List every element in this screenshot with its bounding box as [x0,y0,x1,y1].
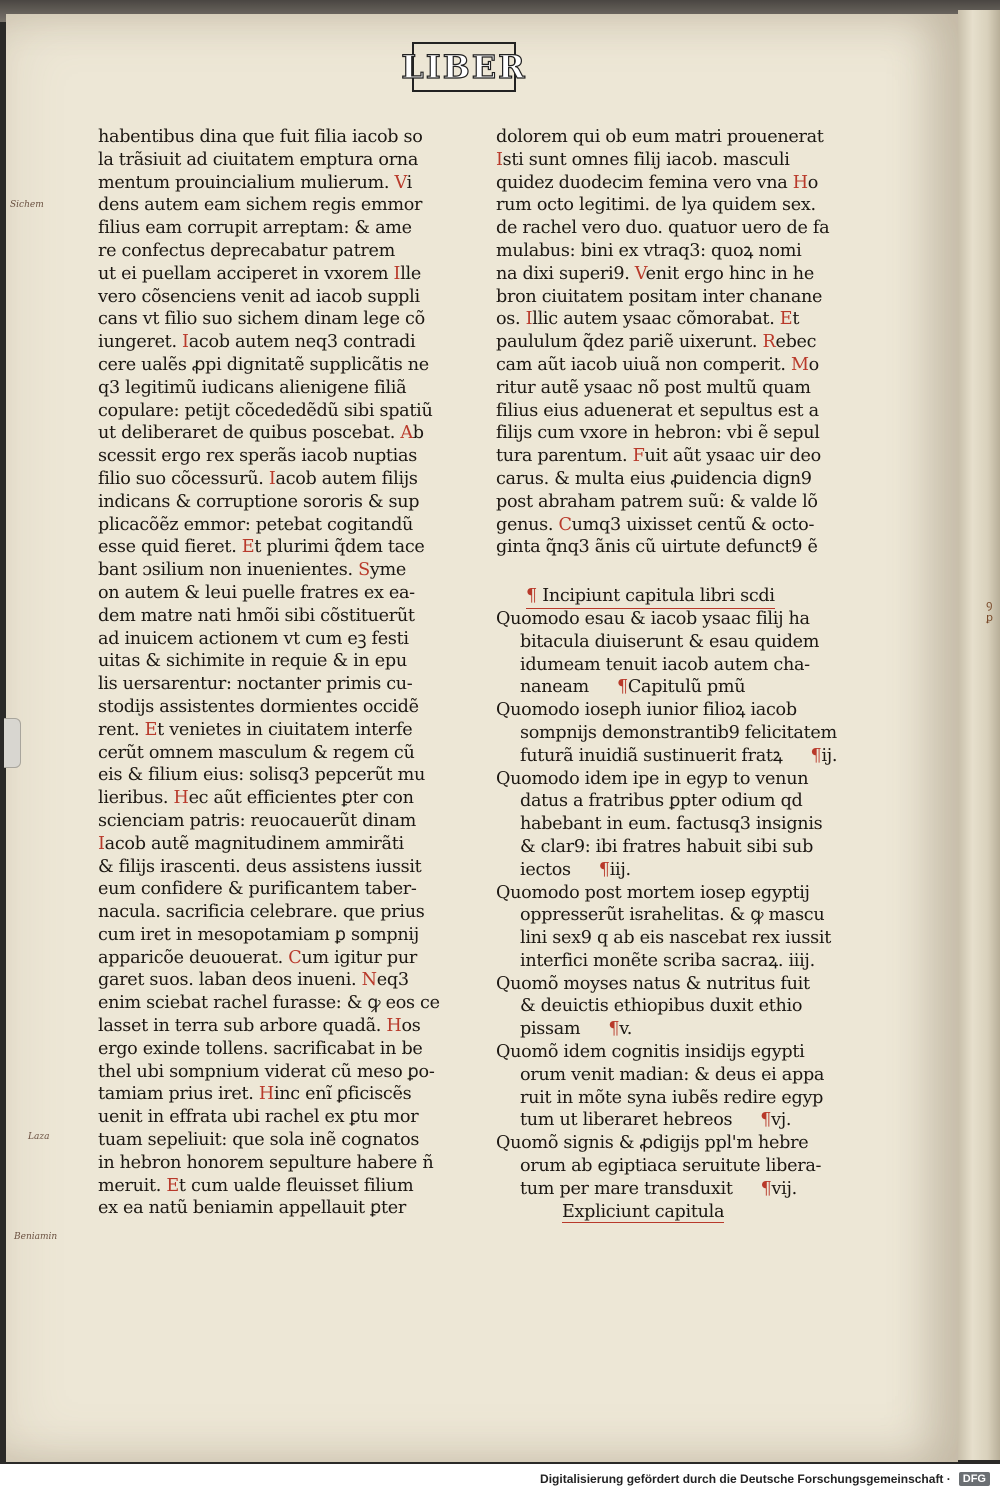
chapter-entry-continuation [496,927,831,950]
rubricated-initial: I [98,833,105,854]
text-segment: meruit. [98,1175,167,1196]
text-segment: enim sciebat rachel furasse: & ꝙ eos ce [98,993,440,1014]
rubricated-initial: H [386,1016,402,1037]
chapter-entry-continuation [496,1155,826,1178]
text-segment: yme [369,560,406,581]
text-line [98,1038,438,1061]
text-segment: os [401,1016,421,1037]
rubricated-initial: I [496,149,503,170]
text-segment: t cum ualde fleuisset filium [178,1175,414,1196]
text-line [98,1015,438,1038]
text-segment: in hebron honorem sepulture habere ñ [98,1152,434,1173]
rubricated-initial: A [400,423,413,444]
text-segment: on autem & leui puelle fratres ex ea- [98,582,415,603]
chapter-text: iectos [520,859,571,880]
text-line [98,1106,438,1129]
paragraph-mark: ¶ [616,677,628,698]
text-segment: sti sunt omnes filij iacob. masculi [502,149,790,170]
text-line [496,468,826,491]
rubricated-initial: N [361,970,377,991]
text-line [98,1175,438,1198]
chapter-text: interfici monẽte scriba sacraꝝ. iiij. [520,950,815,971]
chapter-text: orum venit madian: & deus ei appa [520,1064,825,1085]
text-line [98,240,438,263]
text-segment: garet suos. laban deos inueni. [98,970,362,991]
text-segment: t plurimi q̃dem tace [254,537,425,558]
text-line [98,742,438,765]
chapter-text: oppresserũt israhelitas. & ꝙ mascu [520,905,825,926]
text-segment: cam aũt iacob uiuã non comperit. [496,354,791,375]
chapter-entry [496,1132,826,1155]
text-segment: uit aũt ysaac uir deo [644,446,821,467]
text-line [98,354,438,377]
section-gap [496,559,826,585]
text-line [98,696,438,719]
text-segment: ginta q̃nq3 ãnis cũ uirtute defunct9 ẽ [496,537,818,558]
text-line [496,217,830,240]
text-line [98,468,438,491]
text-line [98,605,438,628]
text-segment: thel ubi sompnium viderat cũ meso ꝑo- [98,1061,435,1082]
paragraph-mark: ¶ [760,1110,772,1131]
chapter-text: datus a fratribus ꝑpter odium qd [520,791,803,812]
text-line [496,172,826,195]
text-segment: ritur autẽ ysaac nõ post multũ quam [496,377,811,398]
text-line [98,1129,438,1152]
rubricated-initial: I [525,309,533,330]
text-segment: quidez duodecim femina vero vna [496,172,793,193]
chapter-text: lini sex9 q ab eis nascebat rex iussit [520,928,831,949]
text-line [98,1061,438,1084]
text-segment: esse quid fieret. [98,537,242,558]
text-segment: tuam sepeliuit: que sola inẽ cognatos [98,1130,420,1151]
text-segment: enit ergo hinc in he [645,263,814,284]
facing-page-edge [958,10,1000,1460]
chapter-entry-continuation [496,745,838,768]
chapter-text: Quomõ moyses natus & nutritus fuit [496,973,810,994]
text-segment: filijs cum vxore in hebron: vbi ẽ sepul [496,423,820,444]
text-segment: acob autem neq3 contradi [188,332,416,353]
text-segment: acob autẽ magnitudinem ammirãti [104,833,404,854]
chapter-entry [496,768,826,791]
chapter-entry-continuation [496,950,826,973]
rubricated-initial: R [762,332,776,353]
text-line [98,400,438,423]
text-line [98,1083,438,1106]
chapter-text: & deuictis ethiopibus duxit ethio [520,996,803,1017]
rubricated-initial: I [393,263,401,284]
text-line [496,286,826,309]
chapter-entry-continuation [496,859,826,882]
text-line [98,1197,438,1220]
chapter-entry-continuation [496,654,826,677]
explicit-text: Expliciunt capitula [562,1201,725,1222]
paragraph-mark: ¶ [760,1178,772,1199]
paragraph-mark: ¶ [608,1019,620,1040]
text-segment: lle [400,263,421,284]
rubricated-initial: C [558,514,572,535]
text-segment: uenit in effrata ubi rachel ex ꝑtu mor [98,1107,419,1128]
rubricated-initial: F [632,446,645,467]
explicit-wrapper [496,1201,724,1224]
page-tab [4,718,21,768]
text-line [98,833,438,856]
text-line [496,149,826,172]
text-line [98,172,438,195]
text-segment: nacula. sacrificia celebrare. que prius [98,902,425,923]
rubricated-initial: V [394,172,407,193]
text-segment: mentum prouincialium mulierum. [98,172,395,193]
chapter-number: ¶ij. [810,745,838,766]
text-segment: o [808,354,819,375]
text-line [496,377,826,400]
rubricated-initial: V [634,263,646,284]
footer-text: Digitalisierung gefördert durch die Deutsche Forschungsgemeinschaft · [540,1471,951,1486]
text-segment: b [412,423,424,444]
chapter-number: ¶vj. [760,1110,792,1131]
rubricated-initial: I [182,332,189,353]
text-line [98,924,438,947]
text-line [98,331,438,354]
margin-note: Laza [28,1132,50,1142]
text-line [98,810,438,833]
text-line [98,764,438,787]
text-line [98,650,438,673]
text-segment: ex ea natũ beniamin appellauit ꝑter [98,1198,406,1219]
rubricated-initial: H [258,1084,274,1105]
text-line [98,787,438,810]
text-segment: scessit ergo rex sperãs iacob nuptias [98,446,417,467]
text-segment: genus. [496,514,559,535]
chapter-text: orum ab egiptiaca seruitute libera- [520,1156,822,1177]
text-segment: os. [496,309,526,330]
text-segment: na dixi superi9. [496,263,635,284]
rubricated-initial: C [288,947,302,968]
text-line [98,126,438,149]
text-segment: & filijs irascenti. deus assistens iussit [98,856,422,877]
paragraph-mark: ¶ [526,586,543,607]
rubricated-initial: E [241,537,255,558]
chapter-entry-continuation [496,1178,826,1201]
chapter-text: tum ut liberaret hebreos [520,1110,733,1131]
chapter-text: habebant in eum. factusq3 insignis [520,814,823,835]
text-line [98,263,438,286]
text-line [98,856,438,879]
text-segment: ut ei puellam acciperet in vxorem [98,263,394,284]
paragraph-mark: ¶ [810,745,822,766]
text-line [496,514,826,537]
rubricated-initial: H [792,172,808,193]
text-line [98,969,438,992]
text-segment: habentibus dina que fuit filia iacob so [98,127,423,147]
chapter-entry-continuation [496,1018,826,1041]
text-segment: rum octo legitimi. de lya quidem sex. [496,195,816,216]
text-line [98,286,438,309]
text-segment: eum confidere & purificantem taber- [98,879,417,900]
text-line [98,878,438,901]
text-segment: i [406,172,412,193]
text-line [98,377,438,400]
text-line [496,308,826,331]
chapter-text: tum per mare transduxit [520,1178,733,1199]
chapter-entry-continuation [496,1064,826,1087]
text-segment: t venietes in ciuitatem interfe [157,719,413,740]
chapter-entry [496,608,826,631]
text-line [496,194,826,217]
text-segment: paululum q̃dez pariẽ uixerunt. [496,332,763,353]
text-segment: acob autem filijs [275,468,418,489]
chapter-number: ¶v. [608,1019,633,1040]
text-line [496,400,826,423]
text-segment: bron ciuitatem positam inter chanane [496,286,823,307]
running-head-text: LIBER [401,48,527,86]
rubricated-initial: E [144,719,158,740]
right-text-column [496,126,838,1223]
chapter-text: idumeam tenuit iacob autem cha- [520,654,810,675]
text-segment: indicans & corruptione sororis & sup [98,491,420,512]
text-segment: apparicõe deuouerat. [98,947,289,968]
rubricated-initial: M [790,354,809,375]
text-segment: q3 legitimũ iudicans alienigene filiã [98,377,407,398]
chapter-number: ¶Capitulũ pmũ [616,677,746,698]
facing-page-marking: ꝯ ꝑ [986,598,993,624]
text-line [98,217,438,240]
text-segment: ad inuicem actionem vt cum eꝫ festi [98,628,409,649]
chapter-text: & clar9: ibi fratres habuit sibi sub [520,836,814,857]
chapter-list-heading-text: ¶ Incipiunt capitula libri scdi [526,585,775,609]
text-segment: la trãsiuit ad ciuitatem emptura orna [98,149,419,170]
text-segment: umq3 uixisset centũ & octo- [571,514,815,535]
text-segment: copulare: petijt cõcededẽdũ sibi spatiũ [98,400,433,421]
text-segment: rent. [98,719,145,740]
text-line [496,263,826,286]
text-segment: filio suo cõcessurũ. [98,468,269,489]
digitization-footer [0,1464,1000,1493]
text-line [98,901,438,924]
text-segment: plicacõẽz emmor: petebat cogitandũ [98,514,414,535]
text-line [98,308,438,331]
text-segment: dens autem eam sichem regis emmor [98,195,423,216]
chapter-entry [496,1041,826,1064]
text-line [98,947,438,970]
text-segment: filius eius aduenerat et sepultus est a [496,400,819,421]
text-segment: eis & filium eius: solisq3 pepcerũt mu [98,765,426,786]
text-line [496,331,826,354]
text-segment: eq3 [376,970,409,991]
text-segment: lis uersarentur: noctanter primis cu- [98,674,413,695]
text-line [98,559,438,582]
text-segment: cere ualẽs ꝓpi dignitatẽ supplicãtis ne [98,354,429,375]
chapter-entry-continuation [496,904,826,927]
text-segment: tura parentum. [496,446,633,467]
text-segment: scienciam patris: reuocauerũt dinam [98,810,417,831]
text-line [98,628,438,651]
margin-note: Beniamin [14,1232,58,1242]
text-segment: t [792,309,800,330]
text-line [496,536,826,559]
chapter-entry [496,699,826,722]
text-segment: inc enĩ ꝑficiscẽs [273,1084,412,1105]
chapter-entry-continuation [496,813,826,836]
chapter-entry-continuation [496,631,826,654]
margin-note: Sichem [10,200,44,210]
text-line [496,354,826,377]
chapter-text: pissam [520,1019,581,1040]
chapter-text: Quomõ signis & ꝓdigijs ppl'm hebre [496,1133,809,1154]
chapter-number: ¶vij. [760,1178,797,1199]
text-line [496,445,826,468]
text-segment: cans vt filio suo sichem dinam lege cõ [98,309,425,330]
rubricated-initial: E [166,1175,179,1196]
chapter-entry-continuation [496,790,826,813]
chapter-entry-continuation [496,722,837,745]
chapter-text: futurã inuidiã sustinuerit fratꝝ [520,745,783,766]
chapter-text: naneam [520,677,589,698]
text-line [496,126,826,149]
chapter-entry-continuation [496,836,826,859]
text-segment: stodijs assistentes dormientes occidẽ [98,696,419,717]
text-line [98,194,438,217]
text-segment: carus. & multa eius ꝓuidencia dign9 [496,468,812,489]
text-segment: bant ɔsilium non inuenientes. [98,560,359,581]
text-line [496,240,826,263]
chapter-text: Quomõ idem cognitis insidijs egypti [496,1042,805,1063]
text-segment: lieribus. [98,788,174,809]
chapter-text: Quomodo post mortem iosep egyptij [496,882,810,903]
chapter-number: ¶iij. [598,859,631,880]
text-line [98,992,438,1015]
text-segment: ut deliberaret de quibus poscebat. [98,423,401,444]
text-line [98,514,438,537]
text-segment: ebec [775,332,817,353]
explicit-line [496,1201,826,1224]
chapter-text: Quomodo idem ipe in egyp to venun [496,768,809,789]
text-segment: o [807,172,819,193]
chapter-entry [496,973,826,996]
text-line [98,1152,438,1175]
text-line [98,149,438,172]
text-segment: um igitur pur [301,947,417,968]
dfg-logo: DFG [959,1472,990,1486]
text-segment: cum iret in mesopotamiam ꝑ sompnij [98,924,419,945]
text-segment: lasset in terra sub arbore quadã. [98,1016,387,1037]
text-line [98,673,438,696]
rubricated-initial: I [268,468,276,489]
text-segment: filius eam corrupit arreptam: & ame [98,218,412,239]
text-segment: post abraham patrem suũ: & valde lõ [496,491,818,512]
text-segment: de rachel vero duo. quatuor uero de fa [496,218,830,239]
rubricated-initial: H [173,788,189,809]
chapter-text: bitacula diuiserunt & esau quidem [520,631,820,652]
text-segment: vero cõsenciens venit ad iacob suppli [98,286,420,307]
text-line [98,491,438,514]
text-segment: tamiam prius iret. [98,1084,259,1105]
chapter-entry-continuation [496,676,826,699]
text-line [98,582,438,605]
text-line [496,422,826,445]
chapter-text: Quomodo ioseph iunior filioꝝ iacob [496,700,797,721]
chapter-text: sompnijs demonstrantib9 felicitatem [520,722,837,743]
text-segment: uitas & sichimite in requie & in epu [98,651,407,672]
chapter-text: ruit in mõte syna iubẽs redire egyp [520,1087,824,1108]
chapter-entry [496,882,826,905]
chapter-entry-continuation [496,1087,826,1110]
text-line [496,491,826,514]
chapter-list-heading [496,585,826,608]
text-segment: dolorem qui ob eum matri prouenerat [496,127,824,147]
text-line [98,445,438,468]
text-line [98,536,438,559]
running-head [401,42,527,92]
text-segment: dem matre nati hmõi sibi cõstituerũt [98,605,415,626]
text-segment: re confectus deprecabatur patrem [98,240,395,261]
paragraph-mark: ¶ [598,859,610,880]
text-line [98,422,438,445]
text-segment: cerũt omnem masculum & regem cũ [98,742,415,763]
text-line [98,719,438,742]
rubricated-initial: E [779,309,793,330]
text-segment: llic autem ysaac cõmorabat. [532,309,780,330]
text-segment: ec aũt efficientes ꝑter con [188,788,414,809]
chapter-entry-continuation [496,1109,826,1132]
left-text-column [98,126,438,1220]
chapter-text: Quomodo esau & iacob ysaac filij ha [496,608,810,629]
text-segment: mulabus: bini ex vtraq3: quoꝝ nomi [496,240,802,261]
text-segment: iungeret. [98,332,183,353]
rubricated-initial: S [358,560,370,581]
chapter-entry-continuation [496,995,826,1018]
text-segment: ergo exinde tollens. sacrificabat in be [98,1038,423,1059]
